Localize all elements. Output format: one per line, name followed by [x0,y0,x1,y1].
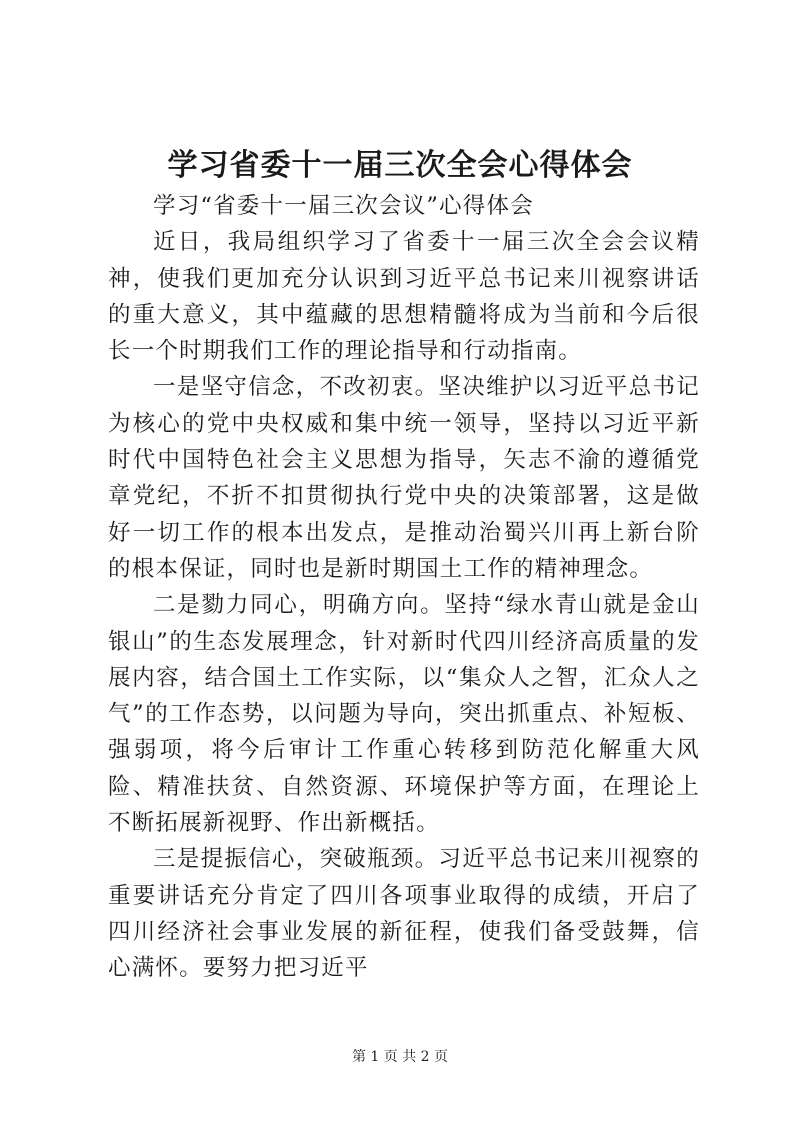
page-footer: 第 1 页 共 2 页 [351,1049,449,1065]
paragraph-point-two: 二是勠力同心，明确方向。坚持“绿水青山就是金山银山”的生态发展理念，针对新时代四川经济高质量的发展内容，结合国土工作实际，以“集众人之智，汇众人之气”的工作态势，以问题为导向，突出抓重点、补短板、强弱项，将今后审计工作重心转移到防范化解重大风险、精准扶贫、自然资源、环境保护等方面，在理论上不断拓展新视野、作出新概括。 [108,592,700,837]
document-subtitle: 学习“省委十一届三次会议”心得体会 [153,193,534,219]
paragraph-intro: 近日，我局组织学习了省委十一届三次全会会议精神，使我们更加充分认识到习近平总书记来川视察讲话的重大意义，其中蕴藏的思想精髓将成为当前和今后很长一个时期我们工作的理论指导和行动指南。 [108,229,700,365]
document-body [108,188,700,987]
paragraph-point-one: 一是坚守信念，不改初衷。坚决维护以习近平总书记为核心的党中央权威和集中统一领导，坚持以习近平新时代中国特色社会主义思想为指导，矢志不渝的遵循党章党纪，不折不扣贯彻执行党中央的决策部署，这是做好一切工作的根本出发点，是推动治蜀兴川再上新台阶的根本保证，同时也是新时期国土工作的精神理念。 [108,374,700,582]
page-title: 学习省委十一届三次全会心得体会 [167,148,633,183]
paragraph-point-three: 三是提振信心，突破瓶颈。习近平总书记来川视察的重要讲话充分肯定了四川各项事业取得的成绩，开启了四川经济社会事业发展的新征程，使我们备受鼓舞，信心满怀。要努力把习近平 [108,846,700,982]
